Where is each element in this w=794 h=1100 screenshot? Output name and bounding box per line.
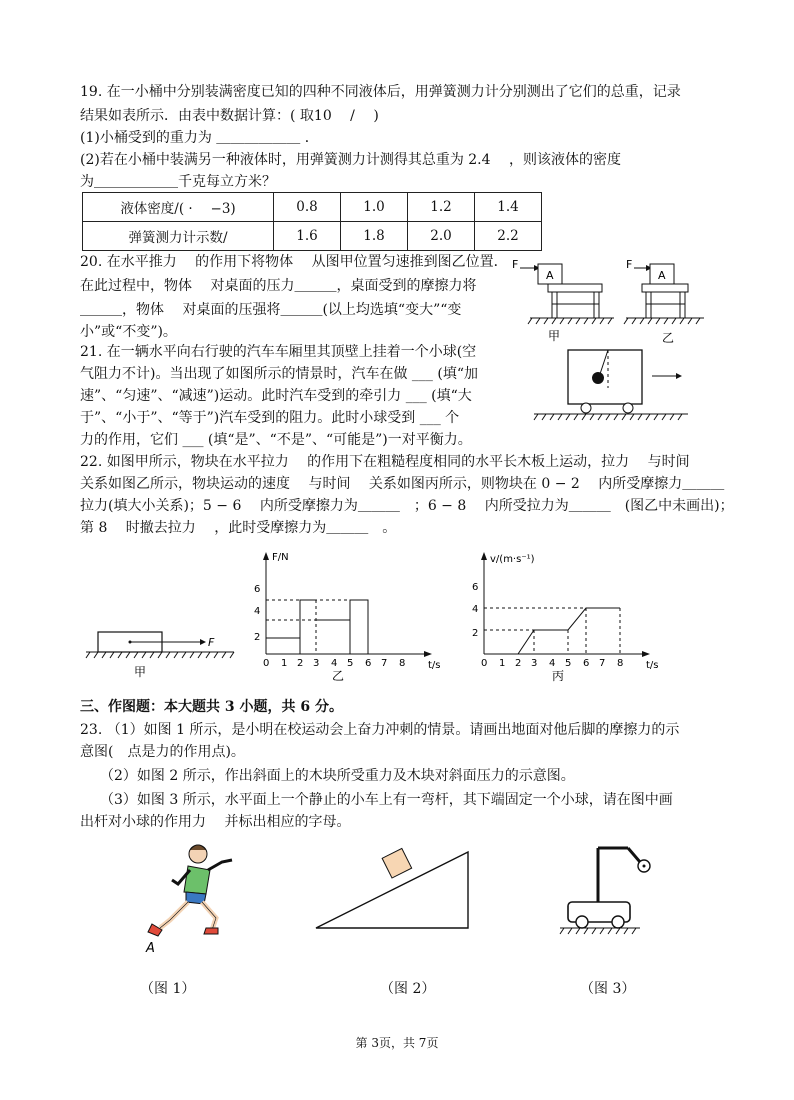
caption-jia: 甲 — [548, 329, 561, 343]
q23-line-5: 出杆对小球的作用力 并标出相应的字母。 — [80, 814, 351, 830]
q20-line-1: 20. 在水平推力 的作用下将物体 从图甲位置匀速推到图乙位置． — [80, 254, 508, 270]
tick-x: 7 — [381, 658, 388, 669]
tick-x: 6 — [583, 658, 590, 669]
force-label-f: F — [512, 258, 519, 271]
q21-line-4: 于”、“小于”、“等于”)汽车受到的阻力。此时小球受到 ___ 个 — [80, 410, 460, 426]
tick-y: 2 — [254, 632, 261, 643]
tick-y: 6 — [472, 582, 479, 593]
q21-line-2: 气阻力不计)。当出现了如图所示的情景时，汽车在做 ___ (填“加 — [80, 366, 478, 382]
tick-x: 2 — [515, 658, 522, 669]
tick-x: 0 — [481, 658, 488, 669]
tick-x: 0 — [263, 658, 270, 669]
force-label-f: F — [626, 258, 633, 271]
tick-x: 5 — [347, 658, 354, 669]
fig3-caption: （图 3） — [580, 981, 636, 997]
table-header-reading: 弹簧测力计示数/ — [83, 222, 274, 251]
q22-graph-bing — [468, 550, 678, 683]
caption-yi: 乙 — [662, 331, 675, 345]
fig3-cart-rod — [560, 842, 670, 942]
axis-label-x: t/s — [428, 660, 441, 671]
fig2-incline — [312, 848, 492, 938]
table-cell: 1.0 — [341, 193, 408, 222]
q19-line-2: 结果如表所示．由表中数据计算：( 取10 / ) — [80, 108, 379, 124]
q19-line-1: 19. 在一小桶中分别装满密度已知的四种不同液体后，用弹簧测力计分别测出了它们的总重，记录 — [80, 84, 681, 100]
tick-x: 1 — [281, 658, 288, 669]
q20-line-2: 在此过程中，物体 对桌面的压力＿＿＿，桌面受到的摩擦力将 — [80, 278, 477, 294]
tick-x: 4 — [549, 658, 556, 669]
point-label-a: A — [146, 941, 155, 956]
q23-line-3: （2）如图 2 所示，作出斜面上的木块所受重力及木块对斜面压力的示意图。 — [100, 768, 575, 784]
table-cell: 1.4 — [475, 193, 542, 222]
tick-x: 4 — [331, 658, 338, 669]
section-3-title: 三、作图题：本大题共 3 小题，共 6 分。 — [80, 699, 343, 715]
table-row — [83, 193, 542, 222]
tick-x: 8 — [617, 658, 624, 669]
q20-line-4: 小”或“不变”)。 — [80, 324, 177, 340]
q23-line-4: （3）如图 3 所示，水平面上一个静止的小车上有一弯杆，其下端固定一个小球，请在图中画 — [100, 792, 673, 808]
q23-line-1: 23. （1）如图 1 所示，是小明在校运动会上奋力冲刺的情景。请画出地面对他后脚的摩擦力的示 — [80, 722, 680, 738]
table-cell: 2.0 — [408, 222, 475, 251]
table-cell: 1.8 — [341, 222, 408, 251]
q19-sub-1: (1)小桶受到的重力为 ＿＿＿＿＿＿ ． — [80, 130, 319, 146]
fig2-caption: （图 2） — [380, 981, 436, 997]
axis-label-x: t/s — [646, 660, 659, 671]
table-cell: 2.2 — [475, 222, 542, 251]
tick-y: 6 — [254, 584, 261, 595]
q20-table-figure — [510, 256, 710, 346]
fig1-runner — [140, 840, 250, 960]
q22-figure-jia — [84, 630, 244, 680]
q19-sub-2b: 为＿＿＿＿＿＿千克每立方米？ — [80, 174, 276, 190]
table-row — [83, 222, 542, 251]
tick-x: 7 — [599, 658, 606, 669]
fig1-caption: （图 1） — [140, 981, 196, 997]
table-cell: 1.2 — [408, 193, 475, 222]
tick-x: 5 — [565, 658, 572, 669]
q19-sub-2: (2)若在小桶中装满另一种液体时，用弹簧测力计测得其总重为 2.4 ，则该液体的密度 — [80, 152, 621, 168]
tick-x: 8 — [399, 658, 406, 669]
tick-x: 6 — [365, 658, 372, 669]
block-label-a: A — [658, 269, 666, 282]
tick-y: 4 — [472, 604, 479, 615]
q21-truck-figure — [534, 348, 694, 420]
block-label-a: A — [546, 269, 554, 282]
q19-data-table — [82, 192, 542, 251]
table-cell: 1.6 — [274, 222, 341, 251]
q20-line-3: ＿＿＿，物体 对桌面的压强将＿＿＿(以上均选填“变大”“变 — [80, 302, 462, 318]
caption-jia: 甲 — [134, 665, 147, 679]
q20-figure-jia — [512, 258, 614, 324]
table-header-density: 液体密度/( · −3) — [83, 193, 274, 222]
q22-line-4: 第 8 时撤去拉力 ，此时受摩擦力为＿＿＿ 。 — [80, 520, 397, 536]
caption-bing: 丙 — [552, 669, 565, 683]
q22-line-3: 拉力(填大小关系)；5 − 6 内所受摩擦力为＿＿＿ ；6 − 8 内所受拉力为＿＿＿ (图乙中未画出)； — [80, 498, 734, 514]
q22-graph-yi — [250, 550, 450, 683]
tick-y: 2 — [472, 628, 479, 639]
caption-yi: 乙 — [332, 669, 345, 683]
axis-label-y: F/N — [272, 552, 289, 563]
q21-line-5: 力的作用，它们 ___ (填“是”、“不是”、“可能是”)一对平衡力。 — [80, 432, 472, 448]
q21-line-1: 21. 在一辆水平向右行驶的汽车车厢里其顶壁上挂着一个小球(空 — [80, 344, 477, 360]
tick-x: 1 — [499, 658, 506, 669]
page-footer: 第 3页，共 7页 — [355, 1036, 439, 1050]
axis-label-y: v/(m·s⁻¹) — [490, 554, 535, 565]
q23-line-2: 意图( 点是力的作用点)。 — [80, 744, 245, 760]
q22-line-2: 关系如图乙所示，物块运动的速度 与时间 关系如图丙所示，则物块在 0 − 2 内所受摩擦力＿＿＿ — [80, 476, 725, 492]
table-cell: 0.8 — [274, 193, 341, 222]
q20-figure-yi — [624, 258, 704, 324]
tick-x: 3 — [313, 658, 320, 669]
force-label-f: F — [208, 636, 215, 649]
tick-x: 3 — [531, 658, 538, 669]
tick-y: 4 — [254, 606, 261, 617]
q21-line-3: 速”、“匀速”、“减速”)运动。此时汽车受到的牵引力 ___ (填“大 — [80, 388, 472, 404]
tick-x: 2 — [297, 658, 304, 669]
q22-line-1: 22. 如图甲所示，物块在水平拉力 的作用下在粗糙程度相同的水平长木板上运动，拉力 与时间 — [80, 454, 690, 470]
